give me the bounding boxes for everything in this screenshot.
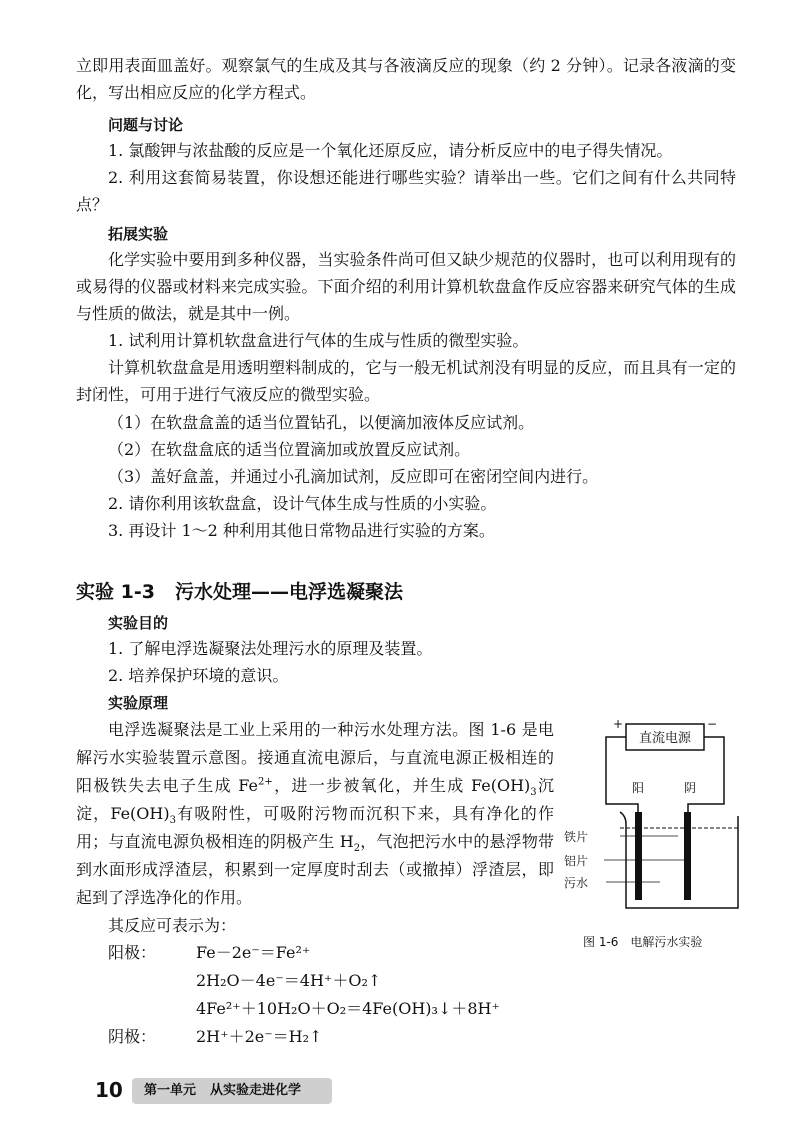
- extension-description: 计算机软盘盒是用透明塑料制成的，它与一般无机试剂没有明显的反应，而且具有一定的封闭性，可用于进行气液反应的微型实验。: [76, 358, 736, 404]
- extension-step-3: （3）盖好盒盖，并通过小孔滴加试剂，反应即可在密闭空间内进行。: [108, 467, 599, 486]
- extension-item-2: 2. 请你利用该软盘盒，设计气体生成与性质的小实验。: [108, 494, 497, 513]
- positive-wire: [606, 737, 638, 814]
- section-title: [76, 578, 403, 606]
- purpose-item-1: 1. 了解电浮选凝聚法处理污水的原理及装置。: [108, 639, 433, 658]
- cathode-equation-1: 2H⁺＋2e⁻＝H₂↑: [196, 1027, 323, 1046]
- section-number: 实验 1-3: [76, 581, 155, 603]
- discussion-question-1: 1. 氯酸钾与浓盐酸的反应是一个氧化还原反应，请分析反应中的电子得失情况。: [108, 141, 673, 160]
- cathode-label: 阴极：: [108, 1027, 157, 1046]
- anode-equation-3: 4Fe²⁺＋10H₂O＋O₂＝4Fe(OH)₃↓＋8H⁺: [196, 999, 500, 1018]
- power-supply-label: 直流电源: [638, 731, 692, 746]
- reaction-intro: 其反应可表示为：: [108, 916, 237, 935]
- negative-wire: [688, 737, 724, 814]
- footer-unit: 第一单元: [144, 1083, 197, 1098]
- anode-label: 阳: [631, 781, 645, 795]
- anode-equation-1: Fe－2e⁻＝Fe²⁺: [196, 943, 311, 962]
- figure-caption: 图 1-6 电解污水实验: [583, 935, 703, 949]
- footer-band: [132, 1078, 332, 1104]
- iron-label: 铁片: [564, 830, 589, 844]
- extension-item-1: 1. 试利用计算机软盘盒进行气体的生成与性质的微型实验。: [108, 331, 529, 350]
- aluminum-label: 铝片: [564, 854, 589, 868]
- extension-step-1: （1）在软盘盒盖的适当位置钻孔，以便滴加液体反应试剂。: [108, 413, 535, 432]
- intro-paragraph: 立即用表面皿盖好。观察氯气的生成及其与各液滴反应的现象（约 2 分钟）。记录各液滴的变化，写出相应反应的化学方程式。: [76, 56, 736, 102]
- purpose-heading: 实验目的: [108, 614, 169, 632]
- iron-plate: [635, 812, 642, 900]
- anode-equation-2: 2H₂O－4e⁻＝4H⁺＋O₂↑: [196, 971, 382, 990]
- minus-sign: −: [706, 717, 718, 731]
- principle-heading: 实验原理: [108, 694, 169, 712]
- extension-intro: 化学实验中要用到多种仪器，当实验条件尚可但又缺少规范的仪器时，也可以利用现有的或易得的仪器或材料来完成实验。下面介绍的利用计算机软盘盒作反应容器来研究气体的生成与性质的做法，就是其中一例。: [76, 250, 736, 323]
- cathode-label: 阴: [683, 781, 697, 795]
- discussion-question-2: 2. 利用这套简易装置，你设想还能进行哪些实验？请举出一些。它们之间有什么共同特点？: [76, 168, 736, 214]
- section-name: 污水处理——电浮选凝聚法: [174, 581, 403, 603]
- page-number: 10: [95, 1078, 123, 1102]
- aluminum-plate: [684, 812, 691, 900]
- extension-item-3: 3. 再设计 1～2 种利用其他日常物品进行实验的方案。: [108, 521, 495, 540]
- principle-paragraph: 电浮选凝聚法是工业上采用的一种污水处理方法。图 1-6 是电解污水实验装置示意图。接通直流电源后，与直流电源正极相连的阳极铁失去电子生成 $Fe^{2+}$，进一步被氧化，并生成 $Fe(OH)_3$沉淀，$Fe(OH)_3$有吸附性，可吸附污物而沉积下来，具有净化的作用；与直流电源负极相连的阴极产生 $H_2$，气泡把污水中的悬浮物带到水面形成浮渣层，积累到一定厚度时刮去（或撤掉）浮渣层，即起到了浮选净化的作用。: [76, 720, 554, 907]
- purpose-item-2: 2. 培养保护环境的意识。: [108, 666, 289, 685]
- anode-label: 阳极：: [108, 943, 157, 962]
- plus-sign: +: [612, 717, 624, 731]
- footer-unit-title: 从实验走进化学: [210, 1083, 302, 1098]
- discussion-heading: 问题与讨论: [108, 116, 184, 134]
- electrolysis-diagram: [560, 712, 770, 924]
- wastewater-label: 污水: [564, 876, 589, 890]
- extension-step-2: （2）在软盘盒底的适当位置滴加或放置反应试剂。: [108, 440, 471, 459]
- extension-heading: 拓展实验: [108, 225, 169, 243]
